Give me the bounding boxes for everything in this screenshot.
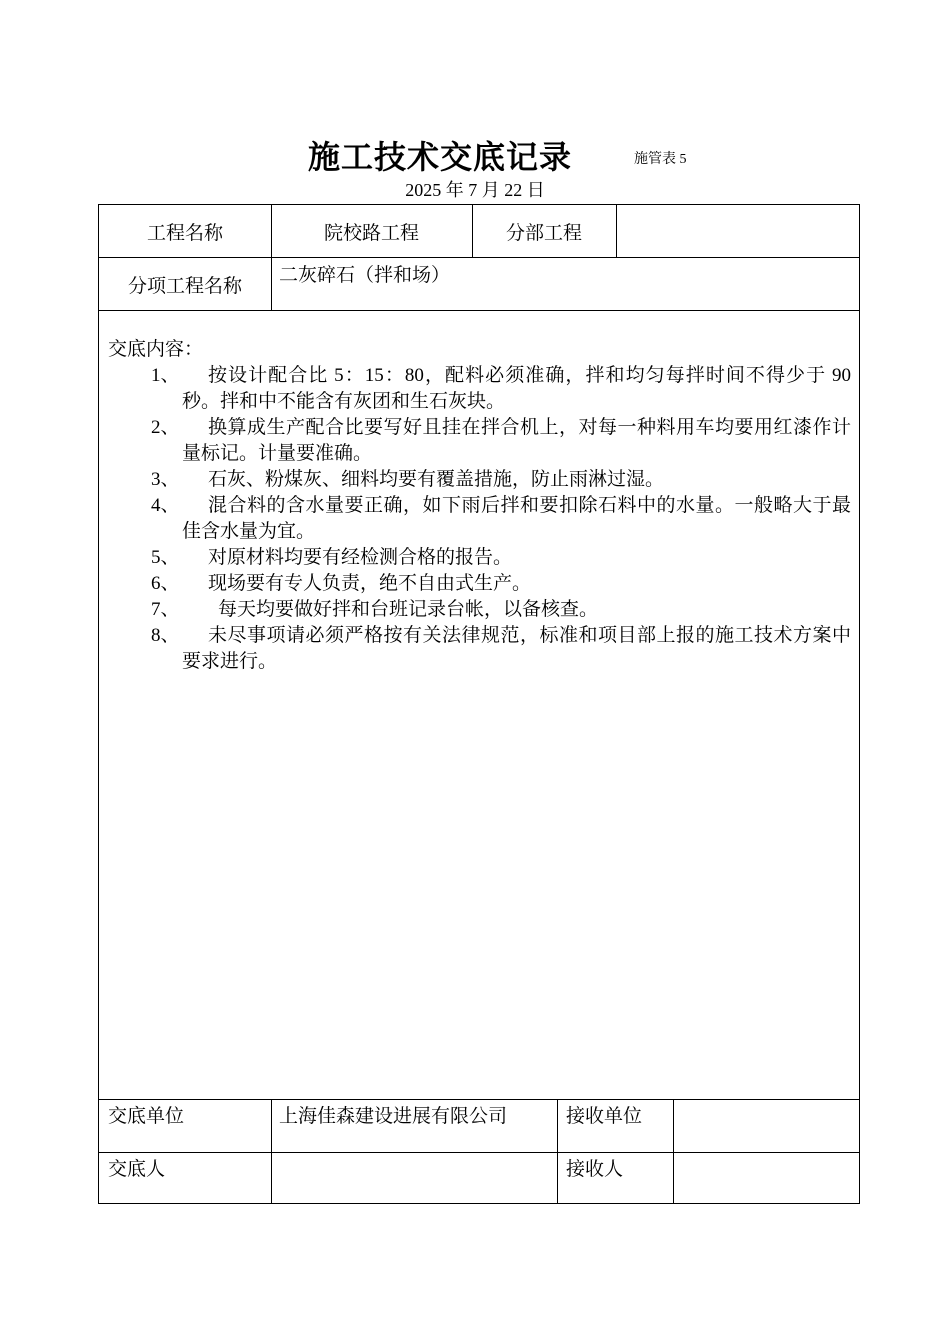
- item-number: 2、: [151, 417, 180, 438]
- receiver-label: 接收人: [566, 1159, 624, 1180]
- project-name-label: 工程名称: [146, 222, 223, 244]
- receiving-unit-label: 接收单位: [566, 1106, 643, 1127]
- item-number: 3、: [151, 469, 180, 490]
- item-number: 4、: [151, 495, 180, 516]
- issuer-value: [271, 1152, 557, 1203]
- receiving-unit-value: [673, 1099, 859, 1152]
- item-text: 混合料的含水量要正确，如下雨后拌和要扣除石料中的水量。一般略大于最佳含水量为宜。: [182, 495, 851, 542]
- item-name-value: 二灰碎石（拌和场）: [279, 265, 451, 286]
- list-item: [108, 623, 851, 675]
- item-text: 对原材料均要有经检测合格的报告。: [208, 547, 513, 568]
- item-text: 按设计配合比 5：15：80，配料必须准确，拌和均匀每拌时间不得少于 90 秒。拌和中不能含有灰团和生石灰块。: [182, 365, 851, 412]
- document-date: 2025 年 7 月 22 日: [405, 180, 545, 200]
- item-number: 8、: [151, 625, 180, 646]
- project-name-value: 院校路工程: [323, 222, 419, 244]
- list-item: [108, 415, 851, 467]
- issuing-unit-label: 交底单位: [108, 1106, 185, 1127]
- item-text: 石灰、粉煤灰、细料均要有覆盖措施，防止雨淋过湿。: [208, 469, 665, 490]
- title-row: [0, 128, 950, 178]
- sub-project-label: 分部工程: [505, 222, 582, 244]
- item-name-label: 分项工程名称: [127, 275, 242, 297]
- item-text: 现场要有专人负责，绝不自由式生产。: [208, 573, 532, 594]
- issuer-label: 交底人: [108, 1159, 166, 1180]
- item-text: 未尽事项请必须严格按有关法律规范，标准和项目部上报的施工技术方案中要求进行。: [182, 625, 851, 672]
- list-item: [108, 363, 851, 415]
- item-number: 5、: [151, 547, 180, 568]
- form-table: [98, 204, 860, 1204]
- item-number: 1、: [151, 365, 180, 386]
- issuing-unit-value: 上海佳森建设进展有限公司: [279, 1106, 508, 1127]
- list-item: [108, 493, 851, 545]
- briefing-content: [99, 311, 859, 1099]
- item-text: 每天均要做好拌和台班记录台帐，以备核查。: [218, 599, 599, 620]
- item-number: 6、: [151, 573, 180, 594]
- list-item: [108, 597, 851, 623]
- item-number: 7、: [151, 599, 180, 620]
- document-title: 施工技术交底记录: [308, 138, 573, 176]
- sub-project-value: [616, 205, 859, 257]
- receiver-value: [673, 1152, 859, 1203]
- list-item: [108, 545, 851, 571]
- divider: [616, 205, 617, 257]
- list-item: [108, 467, 851, 493]
- item-text: 换算成生产配合比要写好且挂在拌合机上，对每一种料用车均要用红漆作计量标记。计量要准确。: [182, 417, 851, 464]
- divider: [472, 205, 473, 257]
- list-item: [108, 571, 851, 597]
- form-code: 施管表 5: [634, 152, 687, 167]
- content-heading: 交底内容：: [108, 339, 204, 360]
